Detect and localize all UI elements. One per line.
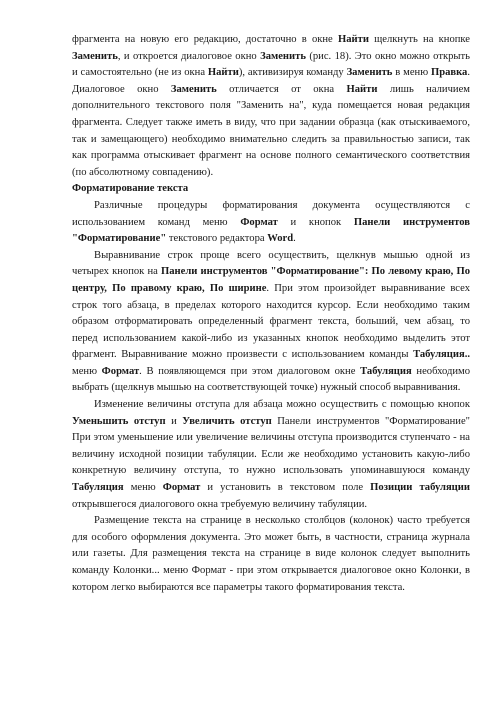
bold-term: Уменьшить отступ [72, 415, 166, 427]
paragraph-formatting-intro [72, 198, 470, 248]
bold-term: Заменить [170, 83, 217, 95]
bold-term: Найти [207, 67, 239, 79]
bold-term: Найти [337, 34, 369, 45]
bold-term: Табуляция [360, 365, 412, 377]
text-run: меню [123, 482, 163, 494]
bold-term: Найти [346, 83, 378, 95]
paragraph-columns [72, 513, 470, 596]
text-run: . [293, 233, 296, 245]
bold-term: Панели инструментов "Форматирование" [72, 216, 470, 245]
text-run: открывшегося диалогового окна требуемую величину табуляции. [72, 498, 368, 510]
paragraph-alignment [72, 248, 470, 397]
text-run: и кнопок [277, 216, 354, 228]
text-run: Панели инструментов "Форматирование" При этом уменьшение или увеличение величины отступа производится ступенчато - на величину исходной позиции табуляции. Если же необходимо установить какую-либо конкретную величину отступа, то нужно использовать упоминавшуюся команду [72, 415, 470, 477]
text-run: Различные процедуры форматирования документа осуществляются с использованием команд меню [72, 199, 470, 228]
text-run: . В появляющемся при этом диалоговом окне [139, 365, 361, 377]
text-run: и установить в текстовом поле [200, 482, 371, 494]
document-page [72, 32, 470, 596]
text-run: в меню [392, 67, 431, 79]
bold-term: Формат [101, 365, 140, 377]
bold-term: Заменить [260, 50, 306, 62]
text-run: Размещение текста на странице в несколько столбцов (колонок) часто требуется для особого оформления документа. Это может быть, в частности, страница журнала или газеты. Для размещения текста на странице в виде колонок следует выполнить команду Колонки... меню Формат - при этом открывается диалоговое окно Колонки, в котором легко выбираются все параметры такого форматирования текста. [72, 515, 470, 593]
text-run: Выравнивание строк проще всего осуществить, щелкнув мышью одной из четырех кнопок на [72, 249, 470, 278]
text-run: и [165, 415, 183, 427]
bold-term: Позиции табуляции [370, 482, 470, 494]
text-run: ), активизируя команду [238, 67, 347, 79]
text-run: Изменение величины отступа для абзаца можно осуществить с помощью кнопок [94, 399, 470, 411]
bold-term: Табуляция [72, 482, 124, 494]
text-run: необходимо выбрать (щелкнув мышью на соответствующей точке) нужный способ выравнивания. [72, 365, 471, 394]
text-run: . Диалоговое окно [72, 67, 471, 95]
text-run: меню [72, 365, 102, 377]
bold-term: Word [267, 233, 294, 245]
bold-term: Панели инструментов "Форматирование": По левому краю, По центру, По правому краю, По ширине [72, 266, 471, 294]
bold-term: Заменить [346, 67, 393, 79]
text-run: фрагмента на новую его редакцию, достаточно в окне [72, 34, 338, 45]
text-run: текстового редактора [166, 233, 268, 245]
bold-term: Табуляция.. [413, 349, 470, 361]
bold-term: Формат [240, 216, 278, 228]
text-run: , и откроется диалоговое окно [117, 50, 261, 62]
section-heading: Форматирование текста [72, 183, 189, 195]
text-run: отличается от окна [216, 83, 347, 95]
paragraph-replace-dialog [72, 32, 470, 181]
text-run: . При этом произойдет выравнивание всех строк того абзаца, в пределах которого находится курсор. Если необходимо таким образом отформатировать определенный фрагмент текста, больший, чем абзац, то перед использованием какой-либо из указанных кнопок необходимо выделить этот фрагмент. Выравнивание можно произвести с использованием команды [72, 282, 470, 361]
bold-term: Правка [430, 67, 468, 79]
text-run: щелкнуть на кнопке [368, 34, 470, 45]
text-run: (рис. 18). Это окно можно открыть и самостоятельно (не из окна [72, 50, 470, 79]
paragraph-indent [72, 397, 470, 513]
bold-term: Увеличить отступ [182, 415, 272, 427]
bold-term: Заменить [72, 50, 118, 62]
text-run: лишь наличием дополнительного текстового поля "Заменить на", куда помещается новая редакция фрагмента. Следует также иметь в виду, что при задании образца (как отыскиваемого, так и замещающего) необходимо внимательно следить за правильностью записи, так как программа отыскивает фрагмент на основе полного семантического соответствия (по абсолютному совпадению). [72, 83, 470, 178]
bold-term: Формат [162, 482, 201, 494]
